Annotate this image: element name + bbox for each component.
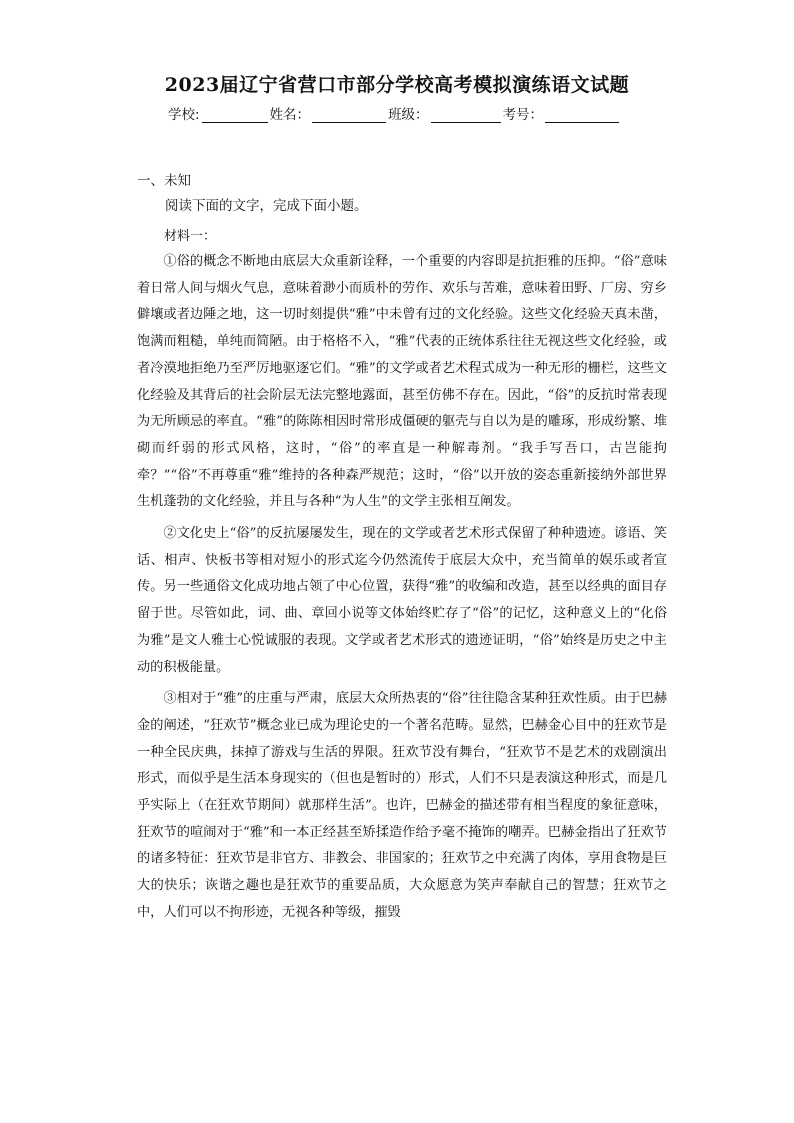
exam-number-field <box>503 103 622 123</box>
reading-passage <box>137 249 667 932</box>
name-field <box>270 103 389 123</box>
class-blank <box>431 108 501 123</box>
passage-paragraph-1: ①俗的概念不断地由底层大众重新诠释，一个重要的内容即是抗拒雅的压抑。“俗”意味着日常人间与烟火气息，意味着渺小而质朴的劳作、欢乐与苦难，意味着田野、厂房、穷乡僻壤或者边陲之地，这一切时刻提供“雅”中未曾有过的文化经验。这些文化经验天真未凿，饱满而粗糙，单纯而简陋。由于格格不入，“雅”代表的正统体系往往无视这些文化经验，或者冷漠地拒绝乃至严厉地驱逐它们。“雅”的文学或者艺术程式成为一种无形的栅栏，这些文化经验及其背后的社会阶层无法完整地露面，甚至仿佛不存在。因此，“俗”的反抗时常表现为无所顾忌的率直。“雅”的陈陈相因时常形成僵硬的躯壳与自以为是的雕琢，形成纷繁、堆砌而纤弱的形式风格，这时，“俗”的率直是一种解毒剂。“我手写吾口，古岂能拘牵？”“俗”不再尊重“雅”维持的各种森严规范；这时，“俗”以开放的姿态重新接纳外部世界生机蓬勃的文化经验，并且与各种“为人生”的文学主张相互阐发。 <box>137 254 667 510</box>
name-label: 姓名： <box>269 107 311 123</box>
exam-number-label: 考号： <box>502 107 544 123</box>
reading-instruction: 阅读下面的文字，完成下面小题。 <box>165 198 368 214</box>
name-blank <box>312 108 386 123</box>
school-label: 学校: <box>168 107 200 123</box>
class-field <box>388 103 503 123</box>
section-heading: 一、未知 <box>137 173 191 189</box>
student-info-line <box>168 103 621 123</box>
class-label: 班级： <box>388 107 429 123</box>
school-field <box>168 103 270 123</box>
material-label: 材料一： <box>164 229 217 244</box>
exam-number-blank <box>545 108 619 123</box>
passage-paragraph-2: ②文化史上“俗”的反抗屡屡发生，现在的文学或者艺术形式保留了种种遗迹。谚语、笑话、相声、快板书等相对短小的形式迄今仍然流传于底层大众中，充当简单的娱乐或者宣传。另一些通俗文化成功地占领了中心位置，获得“雅”的收编和改造，甚至以经典的面目存留于世。尽管如此，词、曲、章回小说等文体始终贮存了“俗”的记忆，这种意义上的“化俗为雅”是文人雅士心悦诚服的表现。文学或者艺术形式的遗迹证明，“俗”始终是历史之中主动的积极能量。 <box>137 526 667 675</box>
school-blank <box>202 108 268 123</box>
passage-paragraph-3: ③相对于“雅”的庄重与严肃，底层大众所热衷的“俗”往往隐含某种狂欢性质。由于巴赫金的阐述，“狂欢节”概念业已成为理论史的一个著名范畴。显然，巴赫金心目中的狂欢节是一种全民庆典，抹掉了游戏与生活的界限。狂欢节没有舞台，“狂欢节不是艺术的戏剧演出形式，而似乎是生活本身现实的（但也是暂时的）形式，人们不只是表演这种形式，而是几乎实际上（在狂欢节期间）就那样生活”。也许，巴赫金的描述带有相当程度的象征意味，狂欢节的喧闹对于“雅”和一本正经甚至矫揉造作给予毫不掩饰的嘲弄。巴赫金指出了狂欢节的诸多特征：狂欢节是非官方、非教会、非国家的；狂欢节之中充满了肉体，享用食物是巨大的快乐；诙谐之趣也是狂欢节的重要品质，大众愿意为笑声奉献自己的智慧；狂欢节之中，人们可以不拘形迹，无视各种等级，摧毁 <box>137 691 667 920</box>
exam-title: 2023届辽宁省营口市部分学校高考模拟演练语文试题 <box>164 74 630 96</box>
